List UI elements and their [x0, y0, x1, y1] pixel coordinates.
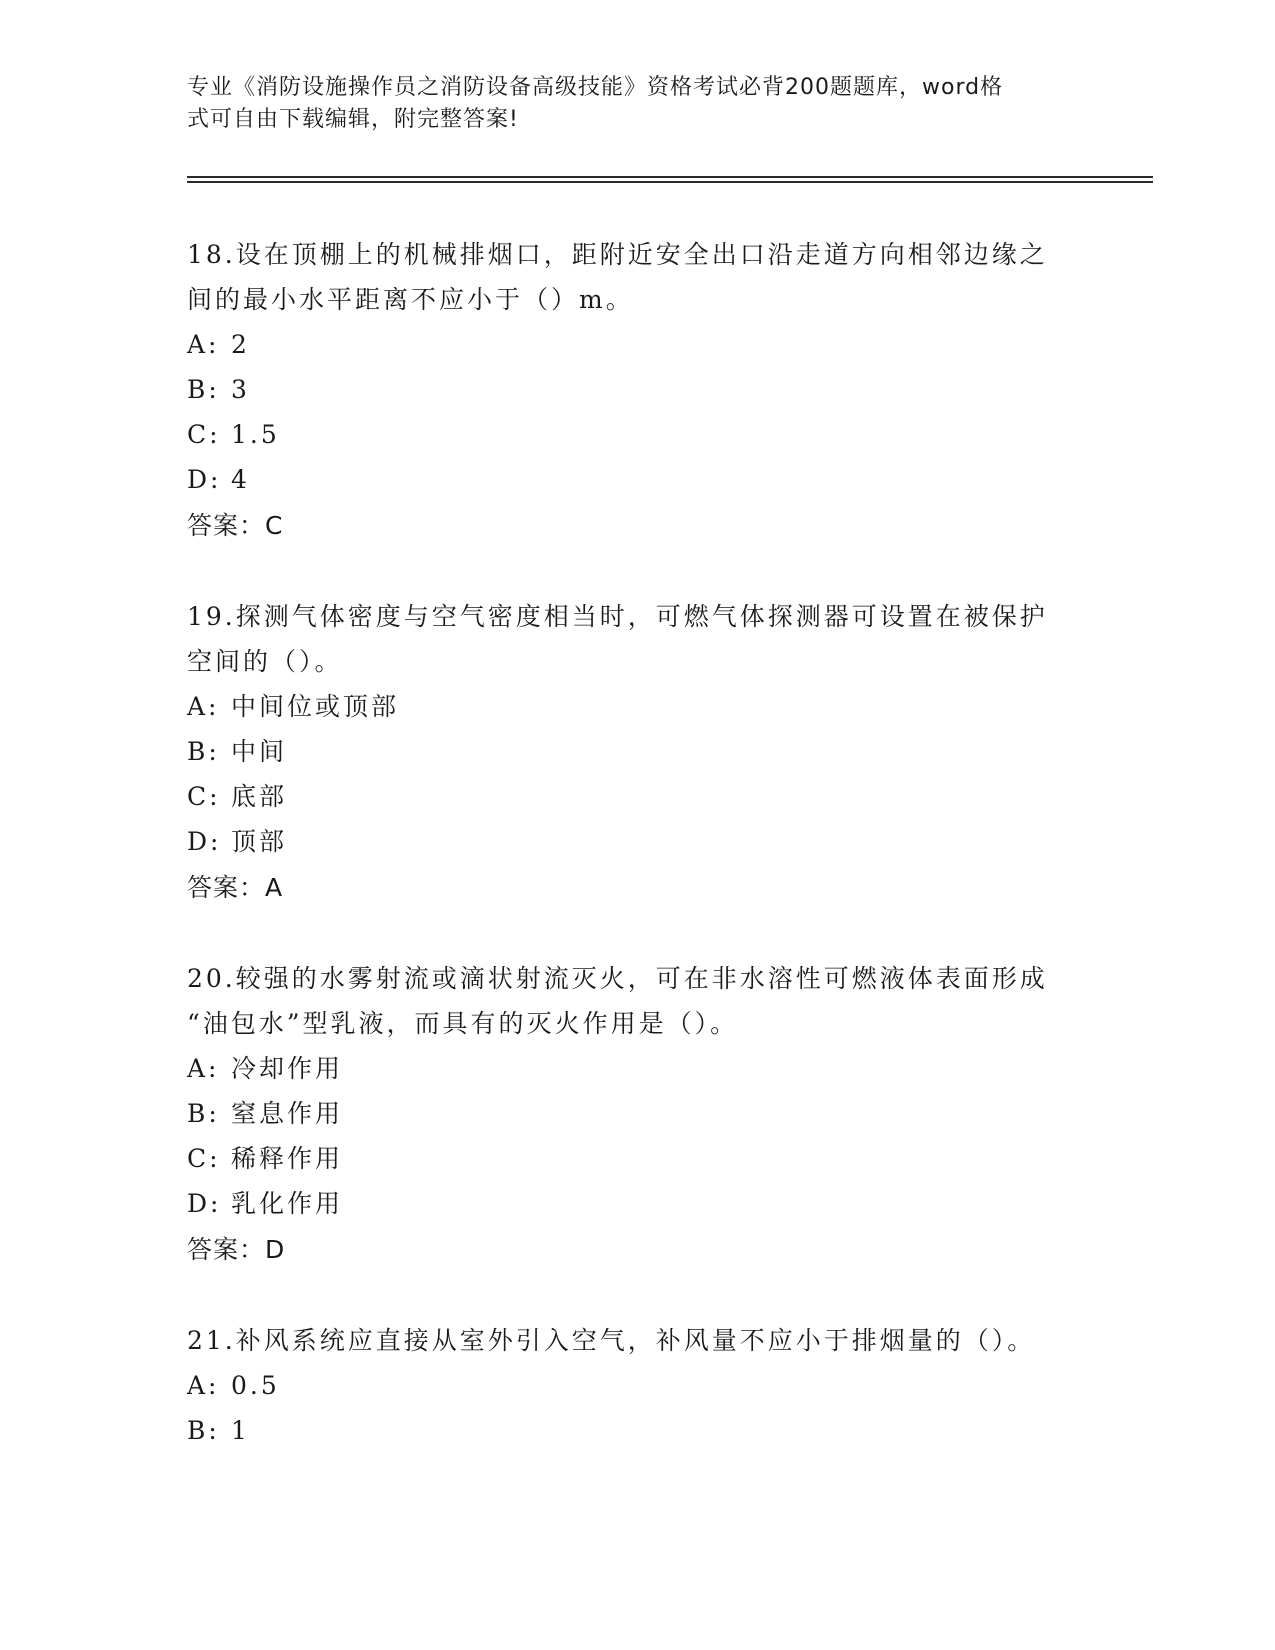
option-key: B:: [187, 375, 220, 404]
question-list: [187, 232, 1087, 1497]
option-text: 冷却作用: [231, 1054, 344, 1083]
option-text: 1.5: [231, 420, 280, 449]
option-key: A:: [187, 1371, 220, 1400]
question-stem-line: 空间的（）。: [187, 647, 343, 676]
option-key: C:: [187, 1144, 221, 1173]
option-key: B:: [187, 737, 220, 766]
option-text: 窒息作用: [231, 1099, 344, 1128]
option-a: [187, 684, 1087, 729]
option-key: A:: [187, 330, 220, 359]
option-text: 0.5: [231, 1371, 280, 1400]
answer-line: 答案：A: [187, 873, 284, 902]
option-b: [187, 729, 1087, 774]
option-key: A:: [187, 1054, 220, 1083]
option-key: D:: [187, 827, 222, 856]
option-text: 2: [231, 330, 250, 359]
answer-line: 答案：C: [187, 511, 284, 540]
option-a: [187, 322, 1087, 367]
option-d: [187, 819, 1087, 864]
header-divider-top: [187, 176, 1153, 178]
question-stem-line: “油包水”型乳液，而具有的灭火作用是（）。: [187, 1009, 739, 1038]
question-21: [187, 1318, 1087, 1453]
header-divider-bottom: [187, 181, 1153, 183]
option-text: 底部: [231, 782, 288, 811]
option-b: [187, 1091, 1087, 1136]
question-stem-line: 21.补风系统应直接从室外引入空气，补风量不应小于排烟量的（）。: [187, 1326, 1036, 1355]
option-key: D:: [187, 465, 222, 494]
option-text: 乳化作用: [231, 1189, 344, 1218]
option-c: [187, 412, 1087, 457]
option-text: 4: [231, 465, 250, 494]
question-stem-line: 18.设在顶棚上的机械排烟口，距附近安全出口沿走道方向相邻边缘之: [187, 240, 1048, 269]
answer-line: 答案：D: [187, 1235, 286, 1264]
option-b: [187, 1408, 1087, 1453]
option-c: [187, 774, 1087, 819]
question-19: [187, 594, 1087, 912]
document-header: [187, 72, 1067, 136]
option-key: B:: [187, 1416, 220, 1445]
option-key: B:: [187, 1099, 220, 1128]
option-key: A:: [187, 692, 220, 721]
option-text: 中间: [231, 737, 288, 766]
question-stem-line: 间的最小水平距离不应小于（）m。: [187, 285, 634, 314]
question-18: [187, 232, 1087, 550]
option-a: [187, 1363, 1087, 1408]
option-c: [187, 1136, 1087, 1181]
header-line-2: 式可自由下载编辑，附完整答案!: [187, 107, 519, 132]
option-a: [187, 1046, 1087, 1091]
option-key: C:: [187, 420, 221, 449]
header-line-1: 专业《消防设施操作员之消防设备高级技能》资格考试必背200题题库，word格: [187, 75, 1004, 100]
question-20: [187, 956, 1087, 1274]
option-key: C:: [187, 782, 221, 811]
option-key: D:: [187, 1189, 222, 1218]
option-text: 中间位或顶部: [231, 692, 400, 721]
option-b: [187, 367, 1087, 412]
option-text: 顶部: [231, 827, 288, 856]
option-text: 1: [231, 1416, 250, 1445]
option-d: [187, 1181, 1087, 1226]
question-stem-line: 19.探测气体密度与空气密度相当时，可燃气体探测器可设置在被保护: [187, 602, 1048, 631]
option-text: 稀释作用: [231, 1144, 344, 1173]
option-d: [187, 457, 1087, 502]
option-text: 3: [231, 375, 250, 404]
question-stem-line: 20.较强的水雾射流或滴状射流灭火，可在非水溶性可燃液体表面形成: [187, 964, 1048, 993]
